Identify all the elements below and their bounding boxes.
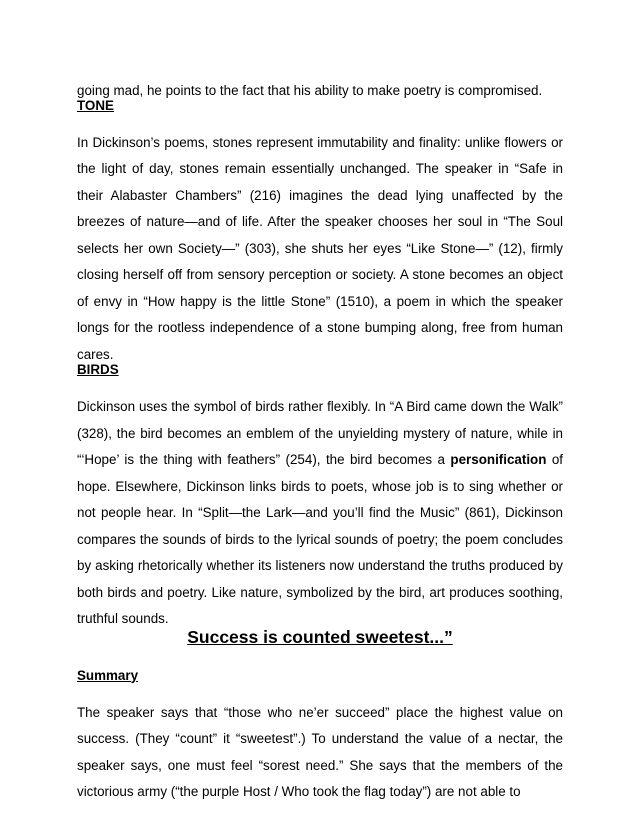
summary-paragraph: The speaker says that “those who ne’er succeed” place the highest value on success. (They “count” it “sweetest”.) To understand the value of a nectar, the speaker says, one must feel “sorest need.” She says that the members of the victorious army (“the purple Host / Who took the flag today”) are not able to: [77, 704, 563, 799]
document-page: [77, 78, 563, 806]
birds-paragraph: [77, 394, 563, 633]
tone-paragraph: In Dickinson’s poems, stones represent immutability and finality: unlike flowers or the light of day, stones remain essentially unchanged. The speaker in “Safe in their Alabaster Chambers” (216) imagines the dead lying unaffected by the breezes of nature—and of life. After the speaker chooses her soul in “The Soul selects her own Society—” (303), she shuts her eyes “Like Stone—” (12), firmly closing herself off from sensory perception or society. A stone becomes an object of envy in “How happy is the little Stone” (1510), a poem in which the speaker longs for the rootless independence of a stone bumping along, free from human cares.: [77, 134, 563, 362]
tone-heading: TONE: [77, 97, 114, 113]
birds-text-after: of hope. Elsewhere, Dickinson links birds to poets, whose job is to sing whether or not people hear. In “Split—the Lark—and you’ll find the Music” (861), Dickinson compares the sounds of birds to the lyrical sounds of poetry; the poem concludes by asking rhetorically whether its listeners now understand the truths produced by both birds and poetry. Like nature, symbolized by the bird, art produces soothing, truthful sounds.: [77, 452, 564, 626]
poem-title: Success is counted sweetest...”: [187, 626, 453, 647]
intro-paragraph: going mad, he points to the fact that his ability to make poetry is compromised.: [77, 83, 543, 98]
birds-heading: BIRDS: [77, 362, 119, 377]
birds-text-before: Dickinson uses the symbol of birds rather flexibly. In “A Bird came down the Walk” (328), the bird becomes an emblem of the unyielding mystery of nature, while in “‘Hope’ is the thing with feathers” (254), the bird becomes a: [77, 399, 563, 467]
summary-heading: Summary: [77, 667, 139, 683]
personification-term: personification: [450, 452, 547, 467]
